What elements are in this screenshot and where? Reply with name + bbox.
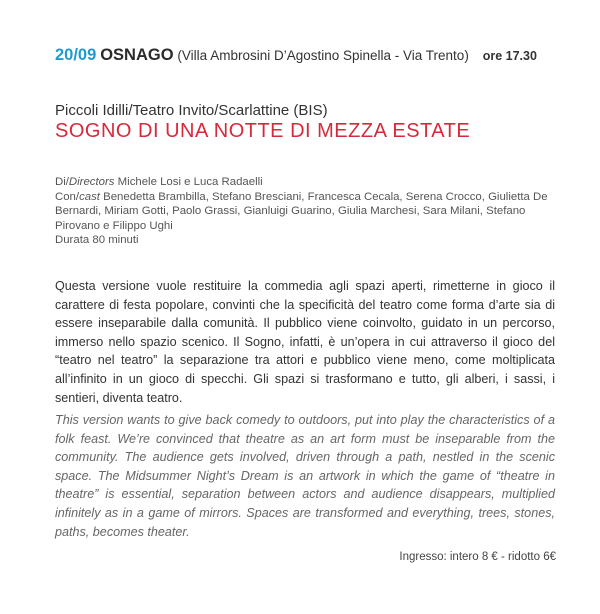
cast-line [55, 190, 555, 234]
ticket-price: Ingresso: intero 8 € - ridotto 6€ [399, 551, 556, 563]
duration: Durata 80 minuti [55, 234, 139, 247]
description-italian: Questa versione vuole restituire la commedia agli spazi aperti, rimetterne in gioco il carattere di festa popolare, convinti che la specificità del teatro come forma d’arte sia di essere inseparabile dalla comunità. Il pubblico viene coinvolto, guidato in un percorso, immerso nello spazio scenico. Il Sogno, infatti, è un’opera in cui attraverso il gioco del “teatro nel teatro” la separazione tra attori e pubblico viene meno, come moltiplicata all’infinito in un gioco di specchi. Gli spazi si trasformano e tutto, gli alberi, i sassi, i sentieri, diventa teatro. [55, 279, 555, 405]
event-city: OSNAGO [100, 46, 174, 64]
event-venue: (Villa Ambrosini D’Agostino Spinella - Via Trento) [177, 48, 469, 63]
company-name: Piccoli Idilli/Teatro Invito/Scarlattine (BIS) [55, 102, 328, 119]
cast-names: Benedetta Brambilla, Stefano Bresciani, Francesca Cecala, Serena Crocco, Giulietta De Bernardi, Miriam Gotti, Paolo Grassi, Gianluigi Guarino, Giulia Marchesi, Sara Milani, Stefano Pirovano e Filippo Ughi [55, 190, 548, 232]
description-english: This version wants to give back comedy to outdoors, put into play the characteristics of a folk feast. We’re convinced that theatre as an art form must be inseparable from the community. The audience gets involved, driven through a path, nestled in the scenic space. The Midsummer Night’s Dream is an artwork in which the game of “theatre in theatre” is essential, separation between actors and audience disappears, multiplied infinitely as in a game of mirrors. Spaces are transformed and everything, trees, stones, paths, becomes theater. [55, 413, 555, 539]
directors-line [55, 175, 555, 190]
event-date: 20/09 [55, 46, 97, 64]
show-title: SOGNO DI UNA NOTTE DI MEZZA ESTATE [55, 120, 471, 142]
directors-label: Di/Directors [55, 176, 115, 188]
directors-names: Michele Losi e Luca Radaelli [117, 176, 263, 188]
event-header [55, 46, 575, 65]
cast-label: Con/cast [55, 190, 100, 203]
event-time: ore 17.30 [482, 49, 537, 63]
credits-block [55, 175, 555, 248]
